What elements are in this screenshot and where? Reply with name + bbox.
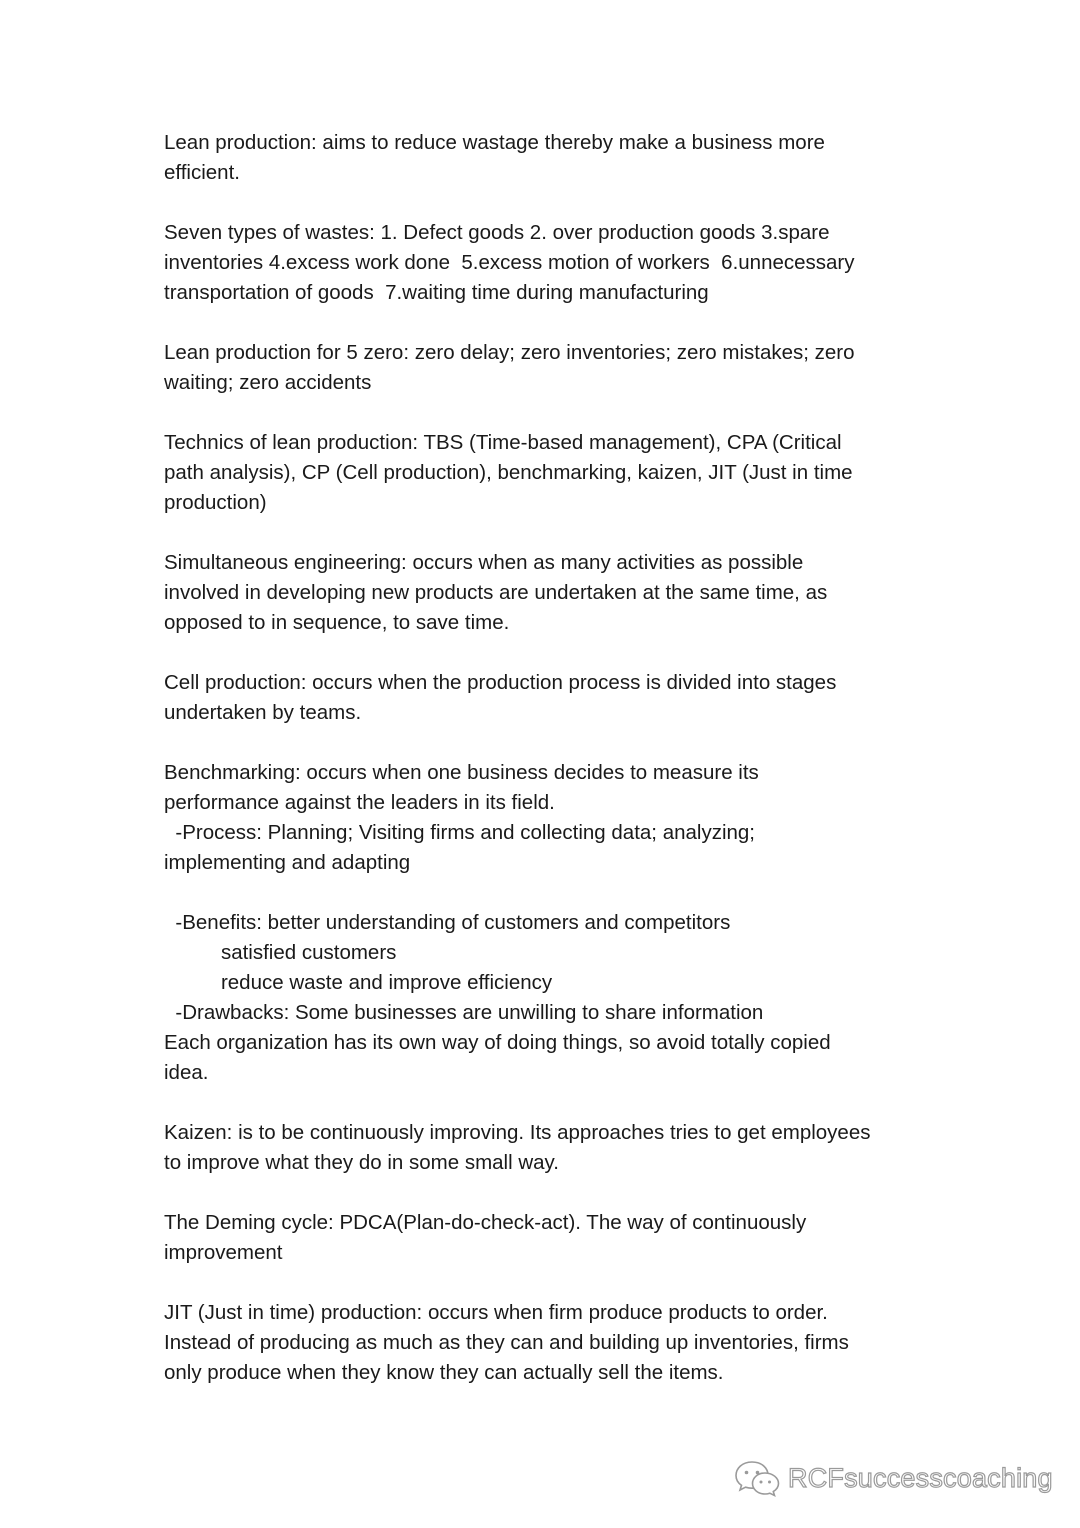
text-line: -Benefits: better understanding of customers and competitors <box>164 911 731 934</box>
paragraph-gap <box>164 638 924 668</box>
text-line: production) <box>164 491 267 514</box>
text-line: to improve what they do in some small way. <box>164 1151 559 1174</box>
text-line: JIT (Just in time) production: occurs when firm produce products to order. <box>164 1301 828 1324</box>
text-line: Simultaneous engineering: occurs when as many activities as possible <box>164 551 804 574</box>
text-line: undertaken by teams. <box>164 701 362 724</box>
text-line: inventories 4.excess work done 5.excess motion of workers 6.unnecessary <box>164 251 855 274</box>
text-line: path analysis), CP (Cell production), benchmarking, kaizen, JIT (Just in time <box>164 461 853 484</box>
text-line: Seven types of wastes: 1. Defect goods 2. over production goods 3.spare <box>164 221 830 244</box>
text-line: involved in developing new products are undertaken at the same time, as <box>164 581 828 604</box>
text-line: -Drawbacks: Some businesses are unwilling to share information <box>164 1001 764 1024</box>
paragraph-gap <box>164 728 924 758</box>
paragraph-gap <box>164 1088 924 1118</box>
text-line: performance against the leaders in its field. <box>164 791 555 814</box>
paragraph-gap <box>164 188 924 218</box>
watermark-text: RCFsuccesscoaching <box>788 1462 1053 1493</box>
text-line: Kaizen: is to be continuously improving. Its approaches tries to get employees <box>164 1121 871 1144</box>
paragraph-gap <box>164 1178 924 1208</box>
text-line: Technics of lean production: TBS (Time-based management), CPA (Critical <box>164 431 842 454</box>
text-line: transportation of goods 7.waiting time during manufacturing <box>164 281 709 304</box>
text-line: implementing and adapting <box>164 851 411 874</box>
text-line: -Process: Planning; Visiting firms and collecting data; analyzing; <box>164 821 756 844</box>
text-line: opposed to in sequence, to save time. <box>164 611 510 634</box>
paragraph-gap <box>164 518 924 548</box>
text-line: Benchmarking: occurs when one business decides to measure its <box>164 761 759 784</box>
text-line: improvement <box>164 1241 283 1264</box>
paragraph-gap <box>164 1268 924 1298</box>
text-line: Cell production: occurs when the production process is divided into stages <box>164 671 837 694</box>
text-line: efficient. <box>164 161 240 184</box>
text-line: satisfied customers <box>164 941 397 964</box>
wechat-icon <box>734 1458 782 1498</box>
text-line: idea. <box>164 1061 209 1084</box>
paragraph-gap <box>164 398 924 428</box>
paragraph-gap <box>164 308 924 338</box>
text-line: only produce when they know they can actually sell the items. <box>164 1361 724 1384</box>
text-line: Lean production for 5 zero: zero delay; zero inventories; zero mistakes; zero <box>164 341 855 364</box>
text-line: Each organization has its own way of doing things, so avoid totally copied <box>164 1031 831 1054</box>
watermark <box>734 1458 1053 1498</box>
text-line: Instead of producing as much as they can and building up inventories, firms <box>164 1331 849 1354</box>
text-line: Lean production: aims to reduce wastage thereby make a business more <box>164 131 825 154</box>
text-line: reduce waste and improve efficiency <box>164 971 553 994</box>
text-line: The Deming cycle: PDCA(Plan-do-check-act). The way of continuously <box>164 1211 807 1234</box>
document-body <box>164 128 924 1388</box>
paragraph-gap <box>164 878 924 908</box>
text-line: waiting; zero accidents <box>164 371 372 394</box>
